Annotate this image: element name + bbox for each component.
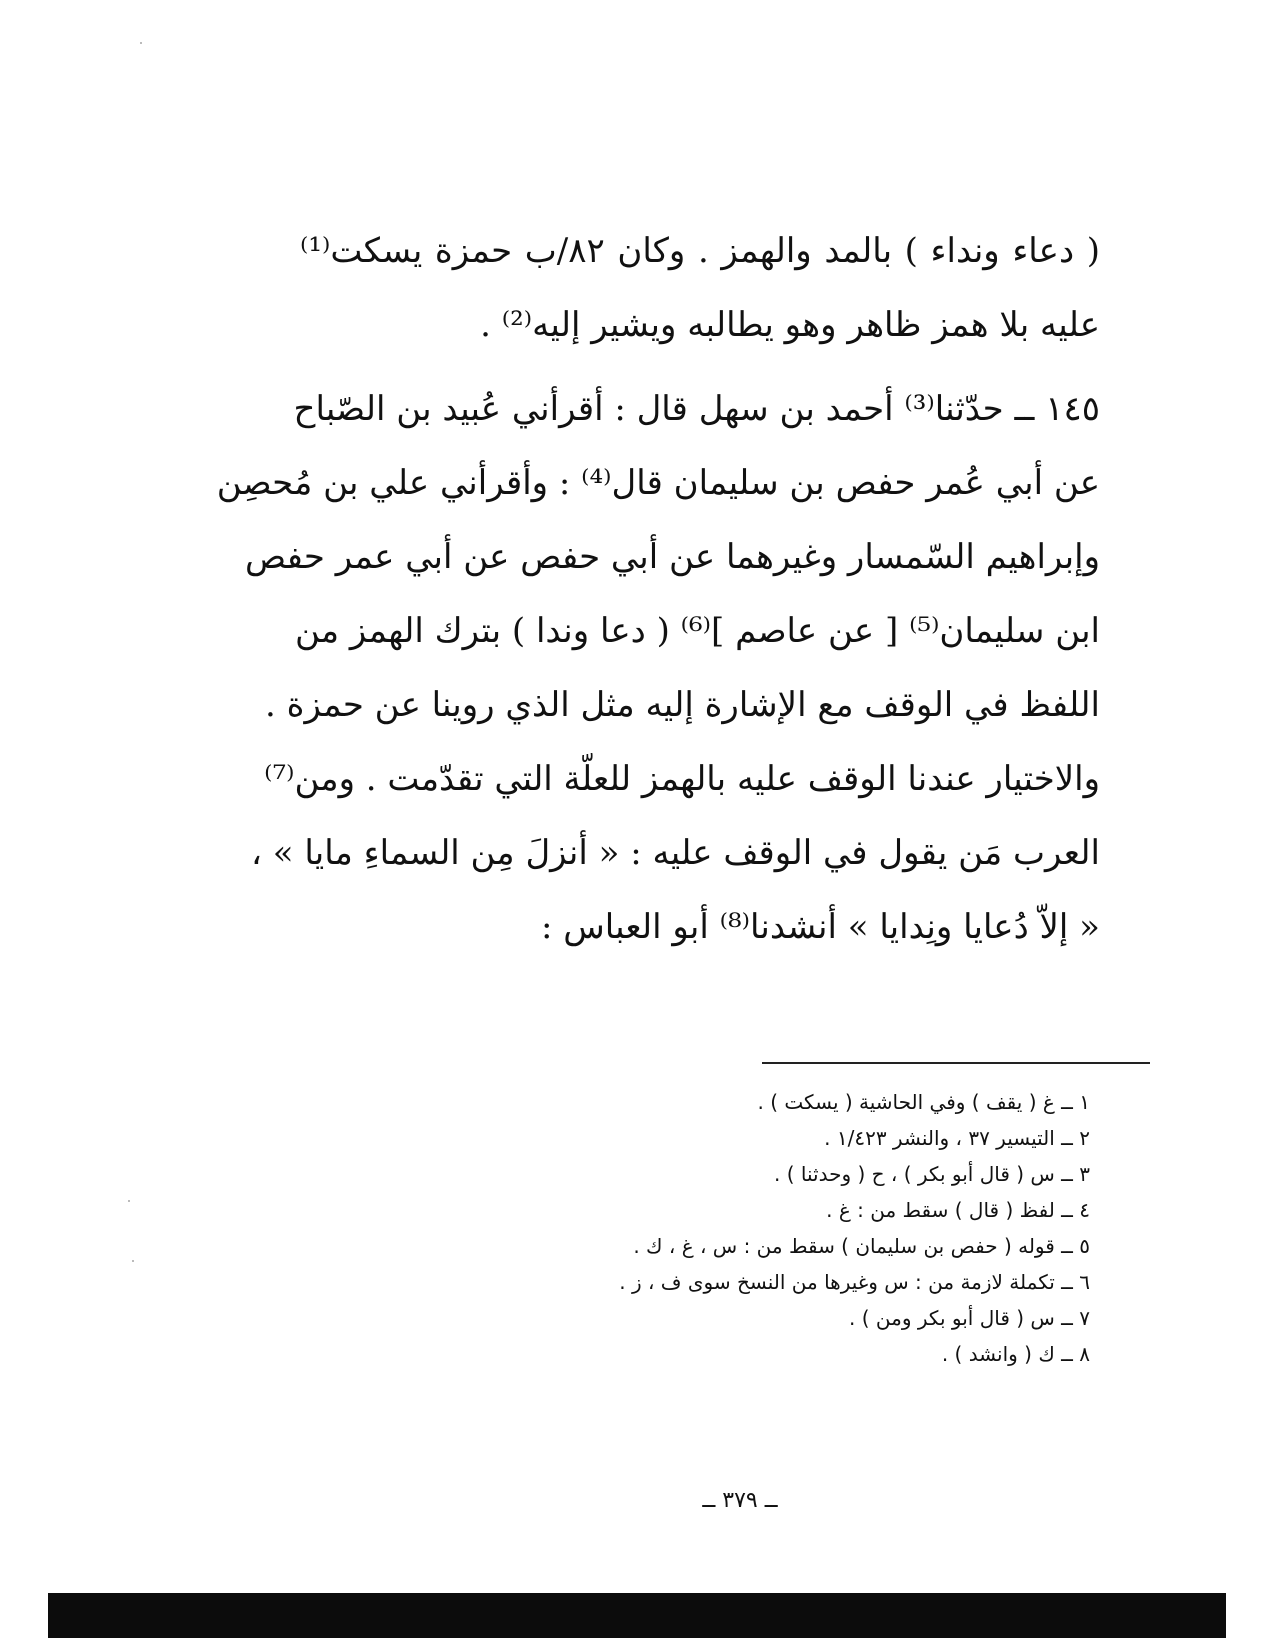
footnote-divider <box>762 1062 1150 1064</box>
footnote: ٥ ــ قوله ( حفص بن سليمان ) سقط من : س ، غ ، ك . <box>633 1234 1090 1258</box>
footnote: ١ ــ غ ( يقف ) وفي الحاشية ( يسكت ) . <box>757 1090 1090 1114</box>
scan-speck <box>140 42 142 44</box>
scan-speck <box>128 1200 130 1202</box>
footnote: ٣ ــ س ( قال أبو بكر ) ، ح ( وحدثنا ) . <box>774 1162 1090 1186</box>
scan-speck <box>132 1260 134 1262</box>
body-line: عليه بلا همز ظاهر وهو يطالبه ويشير إليه⁽²⁾ . <box>480 305 1100 345</box>
page-number: ــ ٣٧٩ ــ <box>702 1488 778 1513</box>
footnote: ٧ ــ س ( قال أبو بكر ومن ) . <box>849 1306 1090 1330</box>
footnote: ٢ ــ التيسير ٣٧ ، والنشر ١/٤٢٣ . <box>824 1126 1090 1150</box>
body-line: اللفظ في الوقف مع الإشارة إليه مثل الذي روينا عن حمزة . <box>265 685 1100 725</box>
main-text <box>216 214 1100 964</box>
scan-border <box>48 1593 1226 1638</box>
footnote: ٤ ــ لفظ ( قال ) سقط من : غ . <box>826 1198 1090 1222</box>
footnotes <box>370 1084 1090 1372</box>
footnote: ٨ ــ ك ( وانشد ) . <box>941 1342 1090 1366</box>
body-line: العرب مَن يقول في الوقف عليه : « أنزلَ مِن السماءِ مايا » ، <box>251 833 1100 873</box>
body-line: ١٤٥ ــ حدّثنا⁽³⁾ أحمد بن سهل قال : أقرأني عُبيد بن الصّباح <box>293 389 1100 429</box>
body-line: « إلاّ دُعايا ونِدايا » أنشدنا⁽⁸⁾ أبو العباس : <box>540 907 1100 947</box>
body-line: وإبراهيم السّمسار وغيرهما عن أبي حفص عن أبي عمر حفص <box>245 537 1100 577</box>
body-line: ( دعاء ونداء ) بالمد والهمز . وكان ٨٢/ب حمزة يسكت⁽¹⁾ <box>300 231 1100 271</box>
body-line: ابن سليمان⁽⁵⁾ [ عن عاصم ]⁽⁶⁾ ( دعا وندا ) بترك الهمز من <box>295 611 1100 651</box>
body-line: عن أبي عُمر حفص بن سليمان قال⁽⁴⁾ : وأقرأني علي بن مُحصِن <box>216 463 1100 503</box>
body-line: والاختيار عندنا الوقف عليه بالهمز للعلّة التي تقدّمت . ومن⁽⁷⁾ <box>264 759 1100 799</box>
footnote: ٦ ــ تكملة لازمة من : س وغيرها من النسخ سوى ف ، ز . <box>619 1270 1090 1294</box>
